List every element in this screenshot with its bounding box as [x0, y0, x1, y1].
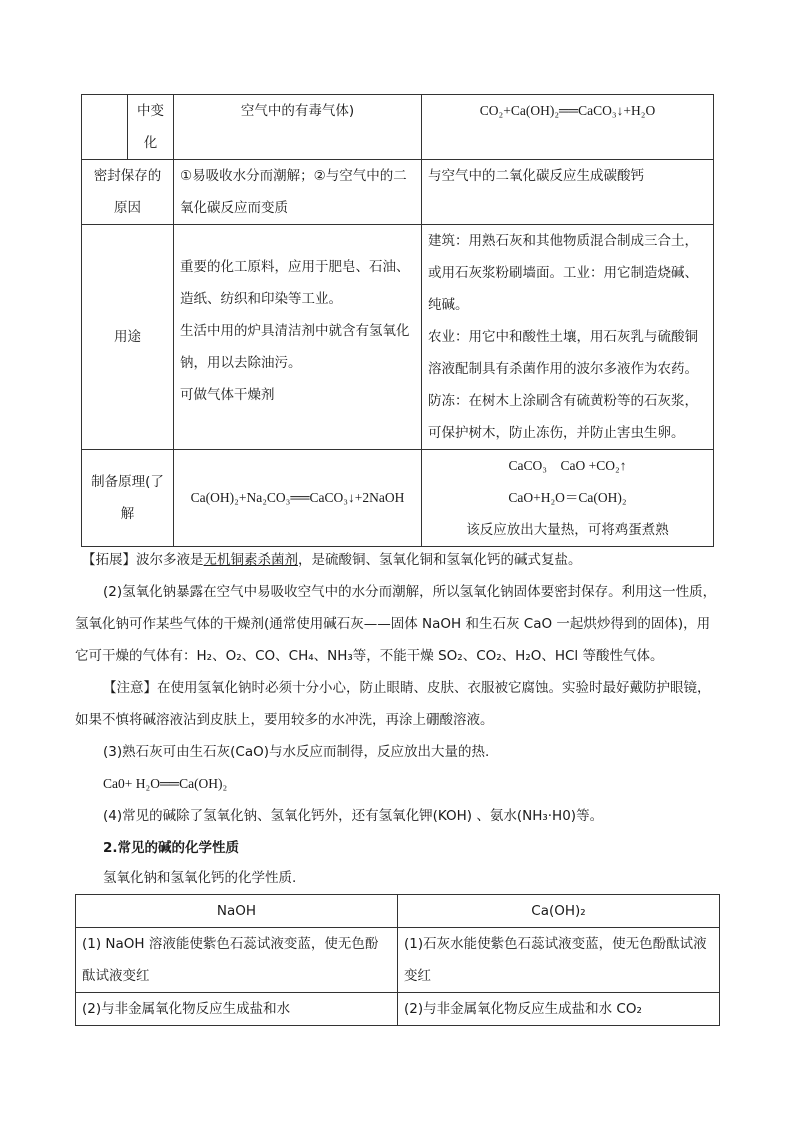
use-line: 重要的化工原料，应用于肥皂、石油、造纸、纺织和印染等工业。 [180, 259, 410, 307]
table-cell [422, 160, 714, 225]
table-cell [422, 450, 714, 547]
text-span: 在使用氢氧化钠时必须十分小心，防止眼睛、皮肤、衣服被它腐蚀。实验时最好戴防护眼镜， [157, 680, 711, 696]
paragraph-line: (2)氢氧化钠暴露在空气中易吸收空气中的水分而潮解，所以氢氧化钠固体要密封保存。利用这一性质， [103, 584, 717, 600]
paragraph-line: 如果不慎将碱溶液沾到皮肤上，要用较多的水冲洗，再涂上硼酸溶液。 [75, 712, 494, 728]
table-cell [174, 225, 422, 450]
text-span: ，是硫酸铜、氢氧化铜和氢氧化钙的碱式复盐。 [298, 552, 582, 568]
paragraph-line: 它可干燥的气体有：H₂、O₂、CO、CH₄、NH₃等，不能干燥 SO₂、CO₂、H₂O、HCl 等酸性气体。 [75, 648, 664, 664]
column-header: Ca(OH)₂ [398, 895, 720, 928]
column-header: NaOH [76, 895, 398, 928]
table-row [76, 928, 720, 993]
table-row [82, 160, 714, 225]
row-label: 中变化 [137, 103, 164, 151]
paragraph-line: 氢氧化钠可作某些气体的干燥剂(通常使用碱石灰——固体 NaOH 和生石灰 CaO 一起烘炒得到的固体)，用 [75, 616, 711, 632]
row-label: 用途 [114, 329, 141, 345]
equation: Ca0+ H₂O══Ca(OH)₂ [103, 776, 228, 791]
cell-text: ①易吸收水分而潮解；②与空气中的二氧化碳反应而变质 [180, 168, 407, 216]
prep-line: 该反应放出大量热，可将鸡蛋煮熟 [466, 522, 669, 538]
table-cell [82, 450, 174, 547]
underlined-term: 无机铜素杀菌剂 [203, 552, 298, 568]
table-cell: (1)石灰水能使紫色石蕊试液变蓝，使无色酚酞试液变红 [398, 928, 720, 993]
cell-text: Ca(OH)₂+Na₂CO₃══CaCO₃↓+2NaOH [190, 490, 405, 505]
cell-text: 与空气中的二氧化碳反应生成碳酸钙 [428, 168, 644, 184]
note-paragraph [103, 678, 711, 698]
chemical-properties-table [75, 894, 720, 1026]
cell-text: CO₂+Ca(OH)₂══CaCO₃↓+H₂O [479, 103, 656, 118]
paragraph-line: (3)熟石灰可由生石灰(CaO)与水反应而制得，反应放出大量的热. [103, 744, 490, 760]
table-row [82, 450, 714, 547]
table-cell [128, 95, 174, 160]
paragraph-line: 氢氧化钠和氢氧化钙的化学性质. [103, 870, 297, 886]
table-cell: (2)与非金属氧化物反应生成盐和水 CO₂ [398, 993, 720, 1026]
paragraph-line: (4)常见的碱除了氢氧化钠、氢氧化钙外，还有氢氧化钾(KOH) 、氨水(NH₃·H0)等。 [103, 808, 604, 824]
prep-line: CaCO₃ CaO +CO₂↑ [508, 458, 627, 473]
table-row [76, 895, 720, 928]
table-cell [174, 95, 422, 160]
cell-text: 空气中的有毒气体) [240, 103, 355, 119]
table-cell [82, 160, 174, 225]
text-span: 波尔多液是 [136, 552, 204, 568]
table-row [82, 225, 714, 450]
use-line: 建筑：用熟石灰和其他物质混合制成三合土，或用石灰浆粉刷墙面。工业：用它制造烧碱、纯碱。 [428, 233, 698, 313]
use-line: 防冻：在树木上涂刷含有硫黄粉等的石灰浆，可保护树木，防止冻伤，并防止害虫生卵。 [428, 393, 698, 441]
table-row [82, 95, 714, 160]
table-cell: (2)与非金属氧化物反应生成盐和水 [76, 993, 398, 1026]
use-line: 农业：用它中和酸性土壤，用石灰乳与硫酸铜溶液配制具有杀菌作用的波尔多液作为农药。 [428, 329, 698, 377]
expansion-paragraph [82, 550, 582, 570]
prep-line: CaO+H₂O＝Ca(OH)₂ [508, 490, 627, 505]
table-cell [82, 225, 174, 450]
table-cell: (1) NaOH 溶液能使紫色石蕊试液变蓝，使无色酚酞试液变红 [76, 928, 398, 993]
note-tag: 【注意】 [103, 680, 157, 696]
use-line: 生活中用的炉具清洁剂中就含有氢氧化钠，用以去除油污。 [180, 323, 410, 371]
section-heading: 2.常见的碱的化学性质 [103, 840, 240, 856]
table-cell [174, 160, 422, 225]
expansion-tag: 【拓展】 [82, 552, 136, 568]
table-cell [174, 450, 422, 547]
table-cell [422, 95, 714, 160]
table-cell [82, 95, 128, 160]
table-row [76, 993, 720, 1026]
row-label: 密封保存的原因 [93, 168, 162, 216]
row-label: 制备原理(了解 [91, 474, 164, 522]
table-cell [422, 225, 714, 450]
base-properties-table [81, 94, 714, 547]
use-line: 可做气体干燥剂 [180, 387, 275, 403]
